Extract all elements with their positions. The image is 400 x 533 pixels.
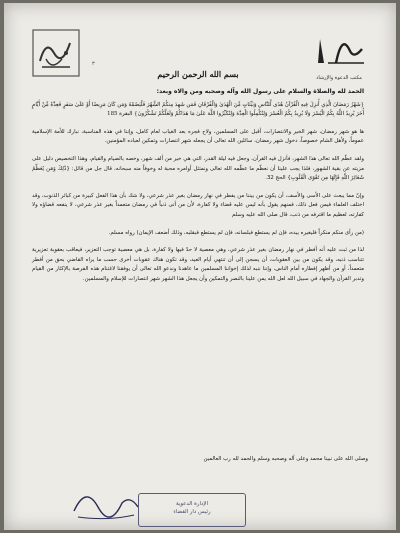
document-footer <box>4 455 396 530</box>
opening-line: الحمد لله والصلاة والسلام على رسول الله وآله وصحبه ومن والاه وبعد: <box>156 88 364 95</box>
hadith-quote: (من رأى منكم منكراً فليغيره بيده، فإن لم يستطع فبلسانه، فإن لم يستطع فبقلبه، وذلك أضعف الإيمان) رواه مسلم. <box>108 229 364 236</box>
basmala: بسم الله الرحمن الرحيم <box>157 69 239 79</box>
stamp-line-2: رئيس دار القضاء <box>173 509 211 515</box>
paragraph-breaking-fast: وإنّ مما يبعث على الأسى والأسف، أن يكون من بيننا من يفطر في نهار رمضان بغير عذر شرعي، ولا شك بأن هذا الفعل كبيرة من كبائر الذنوب، وقد اختلف العلماء فيمن فعل ذلك، فمنهم يقول بأنه ليس عليه قضاء ولا كفارة، لأن من أتى ذنباً في رمضان متعمداً بغير عذر شرعي، لا ينفعه قضاؤه ولا كفارته، لعظيم ما اقترفه من ذنب، قال صلى الله عليه وسلم <box>32 192 364 218</box>
organization-name: مكتب الدعوة والإرشاد <box>316 75 362 81</box>
paragraph-ramadan-arrival: ها هو شهر رمضان، شهر الخير والانتصارات، أقبل على المسلمين، ولاح فجره بعد الغياب لعام كامل، وإننا في هذه المناسبة، نبارك للأمة الإسلامية عموماً، ولأهل الشام خصوصاً، دخول شهر رمضان، سائلين الله تعالى أن يجعله شهر انتصارات وتمكين لعباده المؤمنين. <box>32 128 364 145</box>
emblem-icon <box>306 29 372 69</box>
quran-quote-baqarah: {شَهْرُ رَمَضَانَ الَّذِي أُنزِلَ فِيهِ الْقُرْآنُ هُدًى لِّلنَّاسِ وَبَيِّنَاتٍ مِّنَ الْهُدَىٰ وَالْفُرْقَانِ فَمَن شَهِدَ مِنكُمُ الشَّهْرَ فَلْيَصُمْهُ وَمَن كَانَ مَرِيضًا أَوْ عَلَىٰ سَفَرٍ فَعِدَّةٌ مِّنْ أَيَّامٍ أُخَرَ يُرِيدُ اللَّهُ بِكُمُ الْيُسْرَ وَلَا يُرِيدُ بِكُمُ الْعُسْرَ وَلِتُكْمِلُوا الْعِدَّةَ وَلِتُكَبِّرُوا اللَّهَ عَلَىٰ مَا هَدَاكُمْ وَلَعَلَّكُمْ تَشْكُرُونَ} البقرة 185 <box>32 101 364 118</box>
official-stamp <box>138 493 246 527</box>
closing-prayer: وصلى الله على نبينا محمد وعلى آله وصحبه وسلم والحمد لله رب العالمين <box>203 456 368 462</box>
document-body <box>32 69 364 293</box>
issue-number: ٣ <box>92 61 95 67</box>
stamp-line-1: الإدارة الدعوية <box>176 501 208 507</box>
paragraph-ramadan-virtue: ولقد عظّم الله تعالى هذا الشهر، فأنزل فيه القرآن، وجعل فيه ليلة القدر، التي هي خير من ألف شهر، وخصه بالصيام والقيام، وهذا التخصيص دليل على مزيته عن بقية الشهور، فلذا يجب علينا أن نعظّم ما عظّمه الله تعالى ونمتثل أوامره محبة له وخوفاً منه سبحانه، قال جل من قائل: {ذَٰلِكَ وَمَن يُعَظِّمْ شَعَائِرَ اللَّهِ فَإِنَّهَا مِن تَقْوَى الْقُلُوبِ} الحج 32. <box>32 155 364 182</box>
signature-block <box>68 473 218 521</box>
paragraph-punishment: لذا من ثبت عليه أنه أفطر في نهار رمضان بغير عذر شرعي، وهي معصية لا حدّ فيها ولا كفارة، بل هي معصية توجب التعزير، فيعاقب بعقوبة تعزيرية تتناسب ذنبه، وقد يكون من بين العقوبات، أن يسجن إلى أن تنتهي أيام العيد، وقد تكون هناك عقوبات أخرى حسب ما يراه القاضي بحق من أفطر متعمداً، أو من أظهر إفطاره أمام الناس، وإننا ننبه لذلك إخواننا المسلمين ما عاهدنا وندعو الله تعالى أن يوفقنا لاغتنام هذه الفرصة بالإكثار من القيام وتدبر القرآن والجهاد في سبيل الله لعل الله يمن علينا بالنصر والتمكين وأن يجعل هذا الشهر شهر انتصارات للإسلام والمسلمين. <box>32 247 364 282</box>
document-page <box>4 3 396 530</box>
